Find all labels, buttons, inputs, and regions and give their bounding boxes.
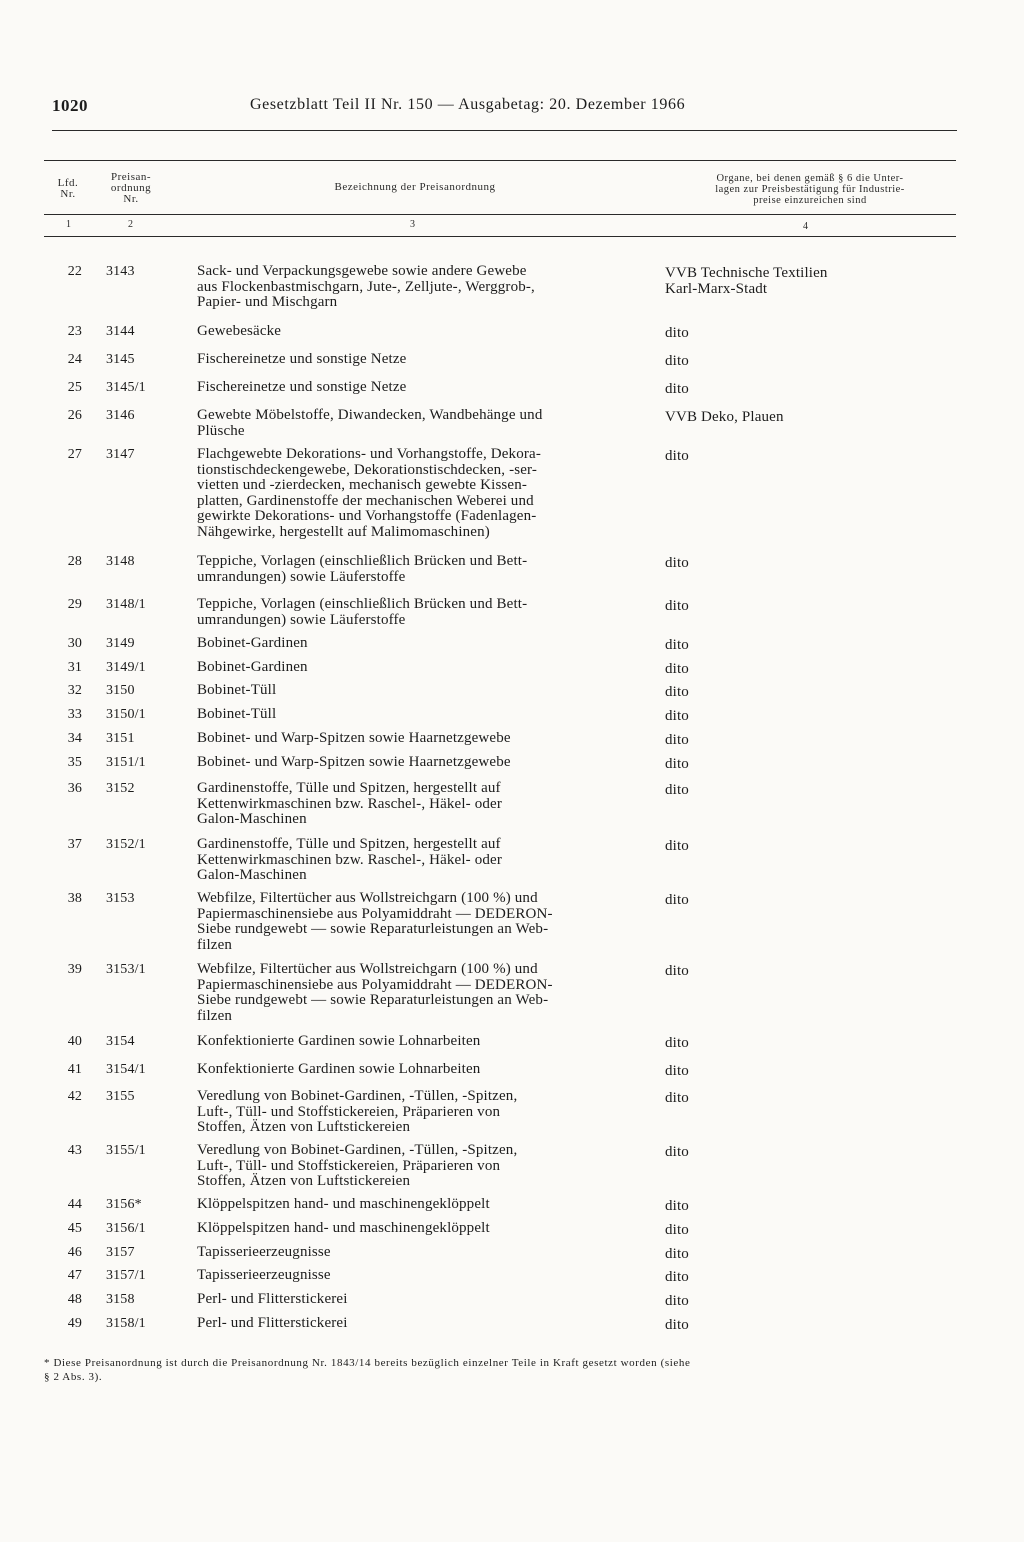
col-number-2: 2 — [128, 219, 133, 230]
price-order-number: 3154/1 — [106, 1062, 146, 1077]
row-number: 39 — [67, 962, 82, 977]
description-line: Fischereinetze und sonstige Netze — [197, 379, 407, 395]
row-number: 22 — [67, 264, 82, 279]
col2-head-line: ordnung — [110, 182, 152, 194]
description-line: Bobinet-Tüll — [197, 706, 277, 722]
description-line: Siebe rundgewebt — sowie Reparaturleistungen an Web- — [197, 992, 549, 1009]
col2-head — [96, 172, 166, 205]
organ-line: dito — [665, 353, 689, 369]
description-line: Fischereinetze und sonstige Netze — [197, 351, 407, 367]
row-number: 25 — [67, 380, 82, 395]
description-line: Stoffen, Ätzen von Luftstickereien — [197, 1119, 411, 1136]
row-number: 37 — [67, 837, 82, 852]
organ-line: dito — [665, 1198, 689, 1214]
organ-line: dito — [665, 756, 689, 772]
description-line: Siebe rundgewebt — sowie Reparaturleistungen an Web- — [197, 921, 549, 938]
description-line: Tapisserieerzeugnisse — [197, 1267, 331, 1283]
description-line: Konfektionierte Gardinen sowie Lohnarbeiten — [197, 1061, 481, 1077]
price-order-number: 3148/1 — [106, 597, 146, 612]
price-order-number: 3157 — [106, 1245, 135, 1260]
organ-line: dito — [665, 732, 689, 748]
price-order-number: 3155 — [106, 1089, 135, 1104]
organ-line: dito — [665, 1246, 689, 1262]
col1-head — [46, 178, 90, 200]
price-order-number: 3154 — [106, 1034, 135, 1049]
header-rule — [52, 130, 957, 131]
price-order-number: 3144 — [106, 324, 135, 339]
description-line: Gardinenstoffe, Tülle und Spitzen, hergestellt auf — [197, 836, 501, 852]
row-number: 32 — [67, 683, 82, 698]
row-number: 42 — [67, 1089, 82, 1104]
row-number: 35 — [67, 755, 82, 770]
organ-line: dito — [665, 892, 689, 908]
row-number: 41 — [67, 1062, 82, 1077]
row-number: 24 — [67, 352, 82, 367]
col1-head-line: Lfd. — [57, 177, 79, 189]
col3-head-line: Bezeichnung der Preisanordnung — [334, 181, 496, 193]
organ-line: Karl-Marx-Stadt — [665, 281, 768, 297]
price-order-number: 3151 — [106, 731, 135, 746]
description-line: Papier- und Mischgarn — [197, 294, 338, 311]
description-line: Flachgewebte Dekorations- und Vorhangstoffe, Dekora- — [197, 446, 541, 462]
description-line: Bobinet-Gardinen — [197, 659, 308, 675]
organ-line: dito — [665, 325, 689, 341]
description-line: aus Flockenbastmischgarn, Jute-, Zelljute-, Werggrob-, — [197, 278, 535, 295]
col-number-1: 1 — [66, 219, 71, 230]
price-order-number: 3143 — [106, 264, 135, 279]
row-number: 40 — [67, 1034, 82, 1049]
description-line: Stoffen, Ätzen von Luftstickereien — [197, 1173, 411, 1190]
row-number: 48 — [67, 1292, 82, 1307]
price-order-number: 3152 — [106, 781, 135, 796]
footnote-line: * Diese Preisanordnung ist durch die Preisanordnung Nr. 1843/14 bereits bezüglich einzelner Teile in Kraft gesetzt worden (siehe — [44, 1357, 691, 1369]
description-line: Webfilze, Filtertücher aus Wollstreichgarn (100 %) und — [197, 961, 538, 977]
col4-head-line: preise einzureichen sind — [753, 195, 867, 206]
organ-line: dito — [665, 1144, 689, 1160]
price-order-number: 3157/1 — [106, 1268, 146, 1283]
description-line: Bobinet-Gardinen — [197, 635, 308, 651]
price-order-number: 3153/1 — [106, 962, 146, 977]
description-line: Teppiche, Vorlagen (einschließlich Brücken und Bett- — [197, 596, 528, 612]
description-line: Galon-Maschinen — [197, 811, 307, 828]
organ-line: dito — [665, 555, 689, 571]
description-line: Galon-Maschinen — [197, 867, 307, 884]
row-number: 31 — [67, 660, 82, 675]
price-order-number: 3158 — [106, 1292, 135, 1307]
price-order-number: 3152/1 — [106, 837, 146, 852]
description-line: umrandungen) sowie Läuferstoffe — [197, 568, 406, 585]
row-number: 26 — [67, 408, 82, 423]
description-line: Gewebte Möbelstoffe, Diwandecken, Wandbehänge und — [197, 407, 543, 423]
table-columns-rule — [44, 236, 956, 237]
organ-line: dito — [665, 782, 689, 798]
col-number-4: 4 — [803, 221, 808, 232]
price-order-number: 3149/1 — [106, 660, 146, 675]
organ-line: dito — [665, 637, 689, 653]
page-header — [52, 96, 957, 122]
description-line: Veredlung von Bobinet-Gardinen, -Tüllen, -Spitzen, — [197, 1088, 518, 1104]
description-line: Teppiche, Vorlagen (einschließlich Brücken und Bett- — [197, 553, 528, 569]
description-line: filzen — [197, 1007, 233, 1024]
price-order-number: 3145 — [106, 352, 135, 367]
price-order-number: 3156/1 — [106, 1221, 146, 1236]
row-number: 47 — [67, 1268, 82, 1283]
description-line: Sack- und Verpackungsgewebe sowie andere Gewebe — [197, 263, 527, 279]
row-number: 28 — [67, 554, 82, 569]
organ-line: dito — [665, 1269, 689, 1285]
description-line: Kettenwirkmaschinen bzw. Raschel-, Häkel- oder — [197, 795, 502, 812]
col4-head-line: lagen zur Preisbestätigung für Industrie- — [715, 184, 905, 195]
description-line: filzen — [197, 936, 233, 953]
price-order-number: 3156* — [106, 1197, 142, 1212]
row-number: 27 — [67, 447, 82, 462]
price-order-number: 3145/1 — [106, 380, 146, 395]
organ-line: dito — [665, 963, 689, 979]
footnote-line: § 2 Abs. 3). — [44, 1371, 103, 1383]
row-number: 29 — [67, 597, 82, 612]
table-header-rule — [44, 214, 956, 215]
col-number-3: 3 — [410, 219, 415, 230]
description-line: Luft-, Tüll- und Stoffstickereien, Präparieren von — [197, 1103, 501, 1120]
row-number: 46 — [67, 1245, 82, 1260]
description-line: Perl- und Flitterstickerei — [197, 1315, 348, 1331]
organ-line: dito — [665, 708, 689, 724]
col2-head-line: Nr. — [123, 193, 139, 205]
table-top-rule — [44, 160, 956, 161]
row-number: 43 — [67, 1143, 82, 1158]
price-order-number: 3148 — [106, 554, 135, 569]
price-order-number: 3147 — [106, 447, 135, 462]
row-number: 38 — [67, 891, 82, 906]
col4-head-line: Organe, bei denen gemäß § 6 die Unter- — [716, 173, 904, 184]
row-number: 34 — [67, 731, 82, 746]
row-number: 23 — [67, 324, 82, 339]
organ-line: dito — [665, 598, 689, 614]
organ-line: dito — [665, 1222, 689, 1238]
organ-line: dito — [665, 448, 689, 464]
description-line: Gewebesäcke — [197, 323, 282, 339]
description-line: Plüsche — [197, 422, 245, 439]
description-line: Perl- und Flitterstickerei — [197, 1291, 348, 1307]
col3-head — [250, 182, 580, 193]
description-line: Klöppelspitzen hand- und maschinengeklöppelt — [197, 1220, 490, 1236]
organ-line: dito — [665, 661, 689, 677]
description-line: Bobinet- und Warp-Spitzen sowie Haarnetzgewebe — [197, 730, 511, 746]
description-line: Gardinenstoffe, Tülle und Spitzen, hergestellt auf — [197, 780, 501, 796]
row-number: 45 — [67, 1221, 82, 1236]
price-order-number: 3150/1 — [106, 707, 146, 722]
footnote — [44, 1356, 974, 1384]
row-number: 49 — [67, 1316, 82, 1331]
header-title: Gesetzblatt Teil II Nr. 150 — Ausgabetag: 20. Dezember 1966 — [250, 96, 686, 113]
row-number: 44 — [67, 1197, 82, 1212]
organ-line: dito — [665, 1317, 689, 1333]
description-line: umrandungen) sowie Läuferstoffe — [197, 611, 406, 628]
col4-head — [660, 173, 960, 206]
description-line: Tapisserieerzeugnisse — [197, 1244, 331, 1260]
description-line: Konfektionierte Gardinen sowie Lohnarbeiten — [197, 1033, 481, 1049]
price-order-number: 3153 — [106, 891, 135, 906]
organ-line: dito — [665, 1293, 689, 1309]
description-line: vietten und -zierdecken, mechanisch gewebte Kissen- — [197, 477, 528, 494]
description-line: Papiermaschinensiebe aus Polyamiddraht — DEDERON- — [197, 976, 553, 993]
price-order-number: 3150 — [106, 683, 135, 698]
description-line: Veredlung von Bobinet-Gardinen, -Tüllen, -Spitzen, — [197, 1142, 518, 1158]
price-order-number: 3158/1 — [106, 1316, 146, 1331]
organ-line: dito — [665, 1063, 689, 1079]
price-order-number: 3146 — [106, 408, 135, 423]
description-line: tionstischdeckengewebe, Dekorationstischdecken, -ser- — [197, 461, 538, 478]
description-line: Nähgewirke, hergestellt auf Malimomaschinen) — [197, 524, 490, 540]
description-line: platten, Gardinenstoffe der mechanischen Weberei und — [197, 492, 534, 509]
col2-head-line: Preisan- — [110, 171, 152, 183]
col1-head-line: Nr. — [60, 188, 76, 200]
row-number: 36 — [67, 781, 82, 796]
description-line: Luft-, Tüll- und Stoffstickereien, Präparieren von — [197, 1157, 501, 1174]
description-line: Bobinet- und Warp-Spitzen sowie Haarnetzgewebe — [197, 754, 511, 770]
description-line: Webfilze, Filtertücher aus Wollstreichgarn (100 %) und — [197, 890, 538, 906]
organ-line: VVB Deko, Plauen — [665, 409, 784, 425]
organ-line: dito — [665, 1035, 689, 1051]
price-order-number: 3155/1 — [106, 1143, 146, 1158]
page-number: 1020 — [52, 96, 88, 115]
description-line: Klöppelspitzen hand- und maschinengeklöppelt — [197, 1196, 490, 1212]
price-order-number: 3151/1 — [106, 755, 146, 770]
organ-line: VVB Technische Textilien — [665, 265, 828, 281]
organ-line: dito — [665, 381, 689, 397]
description-line: Bobinet-Tüll — [197, 682, 277, 698]
price-order-number: 3149 — [106, 636, 135, 651]
description-line: Kettenwirkmaschinen bzw. Raschel-, Häkel- oder — [197, 851, 502, 868]
description-line: Papiermaschinensiebe aus Polyamiddraht — DEDERON- — [197, 905, 553, 922]
row-number: 33 — [67, 707, 82, 722]
organ-line: dito — [665, 838, 689, 854]
row-number: 30 — [67, 636, 82, 651]
organ-line: dito — [665, 684, 689, 700]
description-line: gewirkte Dekorations- und Vorhangstoffe (Fadenlagen- — [197, 508, 537, 525]
organ-line: dito — [665, 1090, 689, 1106]
